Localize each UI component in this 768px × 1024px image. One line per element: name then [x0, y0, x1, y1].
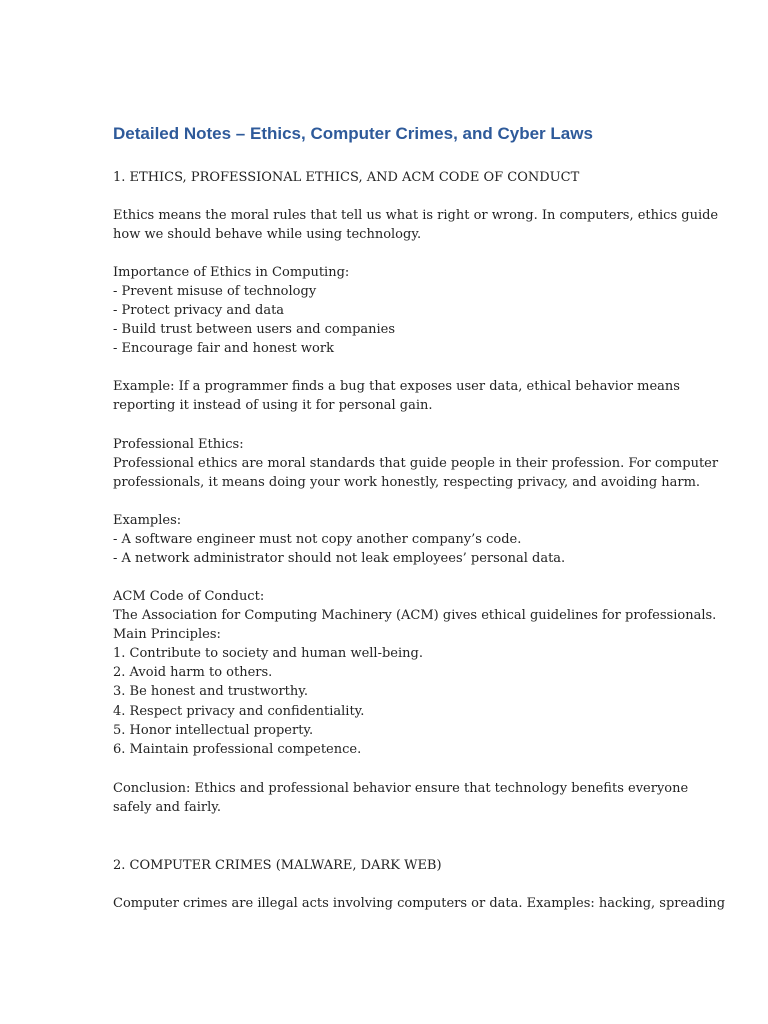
principle-item: 1. Contribute to society and human well-being. — [113, 646, 423, 661]
principle-item: 2. Avoid harm to others. — [113, 665, 273, 680]
example-line-2: reporting it instead of using it for personal gain. — [113, 398, 433, 413]
principles-heading: Main Principles: — [113, 627, 221, 642]
principle-item: 4. Respect privacy and confidentiality. — [113, 704, 365, 719]
ethics-intro-line-1: Ethics means the moral rules that tell us what is right or wrong. In computers, ethics guide — [113, 208, 719, 223]
computer-crimes-intro: Computer crimes are illegal acts involving computers or data. Examples: hacking, spreading — [113, 896, 726, 911]
importance-heading: Importance of Ethics in Computing: — [113, 265, 350, 280]
examples-heading: Examples: — [113, 513, 182, 528]
importance-item: - Build trust between users and companies — [113, 322, 396, 337]
professional-ethics-heading: Professional Ethics: — [113, 437, 244, 452]
importance-item: - Encourage fair and honest work — [113, 341, 334, 356]
acm-heading: ACM Code of Conduct: — [113, 589, 265, 604]
ethics-intro-line-2: how we should behave while using technology. — [113, 227, 422, 242]
document-title: Detailed Notes – Ethics, Computer Crimes, and Cyber Laws — [113, 124, 593, 143]
examples-item: - A network administrator should not leak employees’ personal data. — [113, 551, 566, 566]
examples-item: - A software engineer must not copy another company’s code. — [113, 532, 522, 547]
section-heading-ethics: 1. ETHICS, PROFESSIONAL ETHICS, AND ACM CODE OF CONDUCT — [113, 170, 580, 185]
professional-ethics-line-2: professionals, it means doing your work honestly, respecting privacy, and avoiding harm. — [113, 475, 701, 490]
importance-item: - Protect privacy and data — [113, 303, 285, 318]
principle-item: 5. Honor intellectual property. — [113, 723, 314, 738]
conclusion-line-1: Conclusion: Ethics and professional behavior ensure that technology benefits everyone — [113, 781, 689, 796]
professional-ethics-line-1: Professional ethics are moral standards that guide people in their profession. For computer — [113, 456, 719, 471]
acm-intro: The Association for Computing Machinery (ACM) gives ethical guidelines for professionals. — [113, 608, 717, 623]
principle-item: 6. Maintain professional competence. — [113, 742, 362, 757]
section-heading-computer-crimes: 2. COMPUTER CRIMES (MALWARE, DARK WEB) — [113, 858, 442, 873]
conclusion-line-2: safely and fairly. — [113, 800, 221, 815]
example-line-1: Example: If a programmer finds a bug that exposes user data, ethical behavior means — [113, 379, 680, 394]
importance-item: - Prevent misuse of technology — [113, 284, 317, 299]
principle-item: 3. Be honest and trustworthy. — [113, 684, 309, 699]
